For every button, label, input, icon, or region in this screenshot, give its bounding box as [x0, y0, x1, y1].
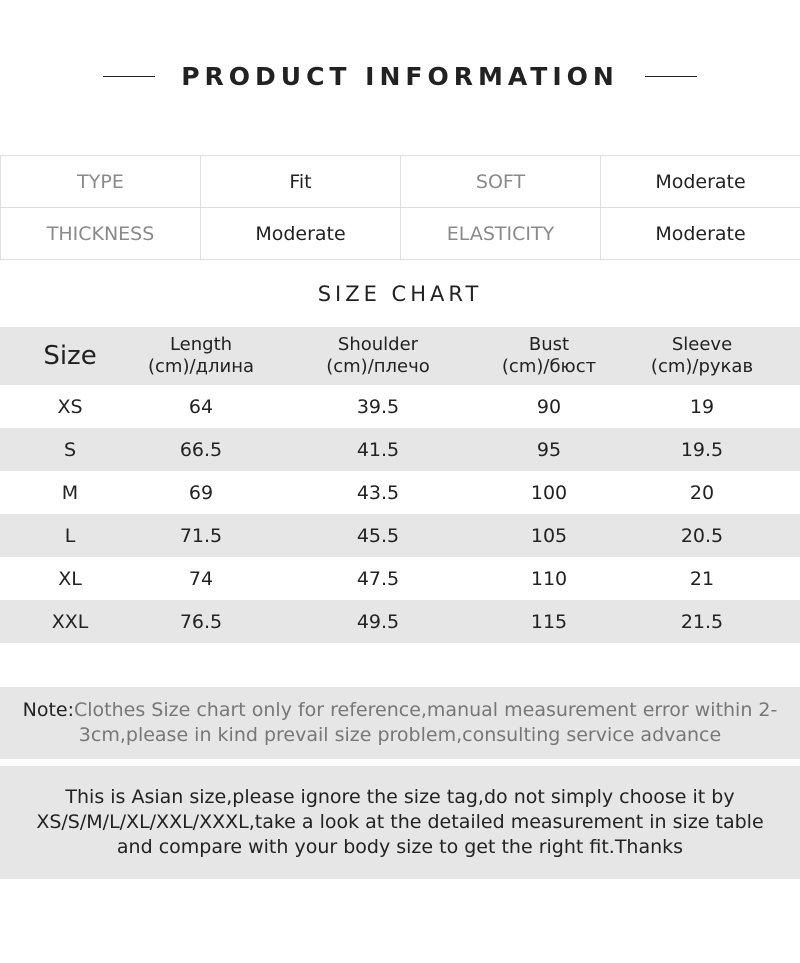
cell-size: M: [61, 481, 79, 504]
table-row: [0, 471, 800, 514]
cell-sleeve: 19: [689, 395, 715, 418]
info-key-thickness: THICKNESS: [1, 208, 201, 260]
header-rule-left: [103, 76, 155, 77]
table-row: [0, 557, 800, 600]
info-row: [1, 208, 800, 260]
asian-size-note: [0, 766, 800, 879]
size-chart-table: [0, 327, 800, 643]
product-info-table: [0, 155, 800, 260]
cell-length: 66.5: [140, 428, 262, 471]
cell-bust: 110: [530, 567, 568, 590]
cell-size: XS: [57, 395, 83, 418]
page-header: [0, 52, 800, 100]
header-size: Size: [0, 327, 140, 385]
size-chart-title: SIZE CHART: [317, 282, 483, 306]
table-row: [0, 600, 800, 643]
cell-length: 69: [188, 481, 214, 504]
note-text: Clothes Size chart only for reference,manual measurement error within 2-3cm,please in kind prevail size problem,consulting service advance: [74, 699, 778, 746]
cell-sleeve: 19.5: [604, 428, 800, 471]
page-title: PRODUCT INFORMATION: [181, 61, 619, 91]
info-value-soft: Moderate: [601, 156, 800, 208]
info-value-elasticity: Moderate: [601, 208, 800, 260]
cell-shoulder: 47.5: [356, 567, 400, 590]
cell-shoulder: 49.5: [262, 600, 494, 643]
header-length: Length (cm)/длина: [140, 327, 262, 385]
cell-length: 76.5: [140, 600, 262, 643]
info-value-type: Fit: [201, 156, 401, 208]
info-row: [1, 156, 800, 208]
size-chart-header-row: [0, 327, 800, 385]
cell-bust: 115: [494, 600, 604, 643]
table-row: [0, 428, 800, 471]
header-sleeve: Sleeve (cm)/рукав: [604, 327, 800, 385]
cell-shoulder: 39.5: [356, 395, 400, 418]
cell-length: 64: [188, 395, 214, 418]
cell-sleeve: 21: [689, 567, 715, 590]
cell-bust: 95: [494, 428, 604, 471]
header-shoulder: Shoulder (cm)/плечо: [262, 327, 494, 385]
cell-shoulder: 41.5: [262, 428, 494, 471]
cell-length: 71.5: [140, 514, 262, 557]
cell-length: 74: [188, 567, 214, 590]
cell-shoulder: 45.5: [262, 514, 494, 557]
cell-sleeve: 20.5: [604, 514, 800, 557]
cell-bust: 100: [530, 481, 568, 504]
cell-bust: 105: [494, 514, 604, 557]
info-key-type: TYPE: [1, 156, 201, 208]
info-key-soft: SOFT: [401, 156, 601, 208]
info-value-thickness: Moderate: [201, 208, 401, 260]
cell-size: L: [0, 514, 140, 557]
header-bust: Bust (cm)/бюст: [494, 327, 604, 385]
measurement-note: [0, 687, 800, 759]
table-row: [0, 385, 800, 428]
cell-size: XL: [58, 567, 82, 590]
asian-size-text: This is Asian size,please ignore the size tag,do not simply choose it by XS/S/M/L/XL/XXL/XXXL,take a look at the detailed measurement in size table and compare with your body size to get the right fit.Thanks: [36, 786, 764, 858]
cell-shoulder: 43.5: [356, 481, 400, 504]
info-key-elasticity: ELASTICITY: [401, 208, 601, 260]
cell-sleeve: 21.5: [604, 600, 800, 643]
table-row: [0, 514, 800, 557]
cell-bust: 90: [536, 395, 562, 418]
note-label: Note:: [22, 699, 74, 721]
cell-size: XXL: [0, 600, 140, 643]
cell-sleeve: 20: [689, 481, 715, 504]
header-rule-right: [645, 76, 697, 77]
cell-size: S: [0, 428, 140, 471]
